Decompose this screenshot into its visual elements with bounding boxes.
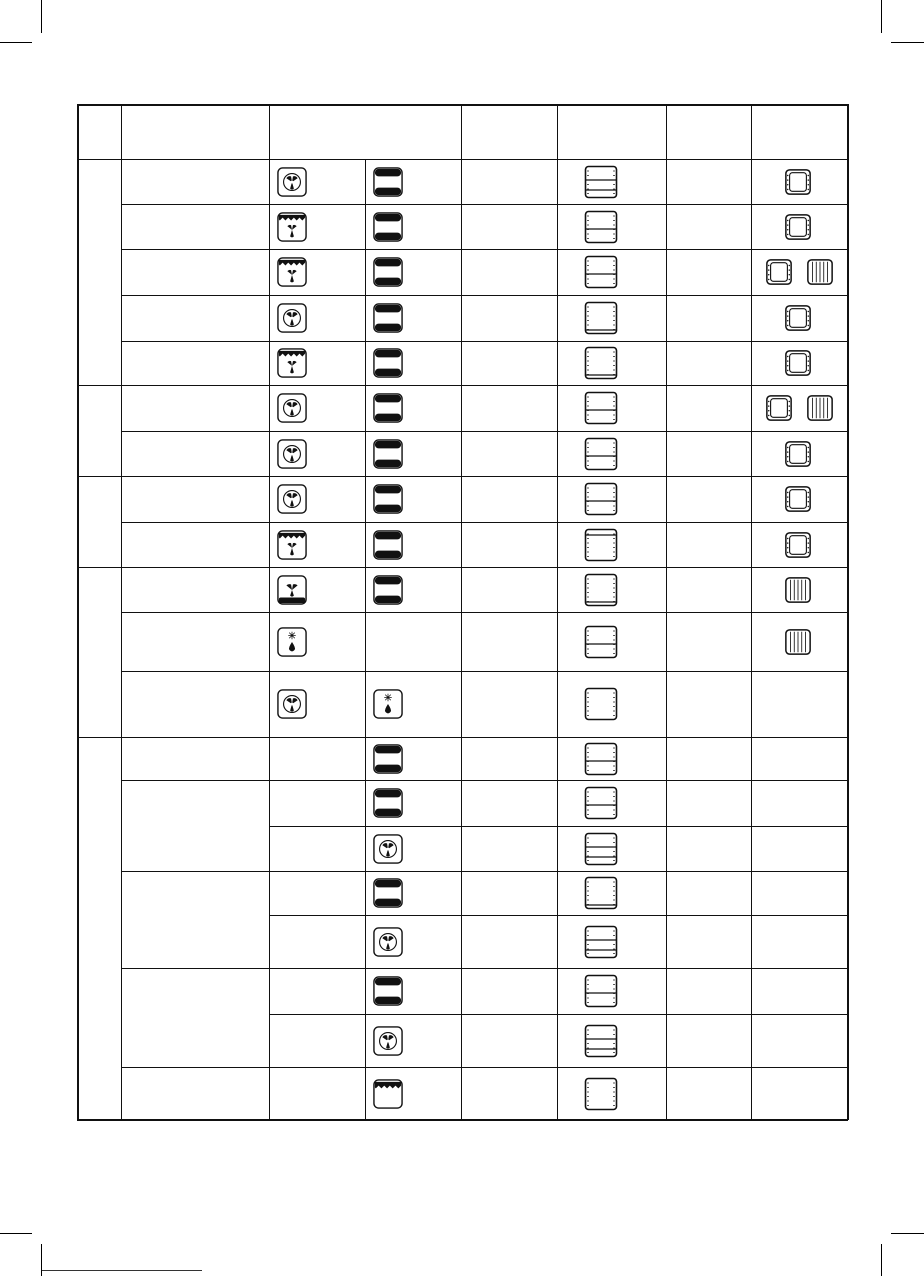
fan-icon [277, 484, 307, 514]
shelf-position-icon [584, 832, 618, 866]
baking-tray-icon [784, 213, 812, 241]
shelf-position-icon [584, 876, 618, 910]
row-separator [121, 871, 848, 872]
fan-icon [373, 834, 403, 864]
top-grill-icon [373, 1079, 403, 1109]
shelf-position-icon [584, 573, 618, 607]
baking-tray-icon [765, 394, 793, 422]
top-bottom-heat-icon [373, 878, 403, 908]
row-separator [121, 968, 848, 969]
fan-icon [277, 393, 307, 423]
baking-tray-icon [784, 349, 812, 377]
fan-icon [277, 439, 307, 469]
shelf-position-icon [584, 165, 618, 199]
shelf-position-icon [584, 482, 618, 516]
group-separator [77, 567, 848, 568]
wire-rack-icon [806, 258, 834, 286]
baking-tray-icon [784, 304, 812, 332]
grill-fan-icon [277, 530, 307, 560]
defrost-icon [277, 627, 307, 657]
top-bottom-heat-icon [373, 212, 403, 242]
top-bottom-heat-icon [373, 439, 403, 469]
shelf-position-icon [584, 346, 618, 380]
shelf-position-icon [584, 1024, 618, 1058]
row-separator [121, 780, 848, 781]
wire-rack-icon [806, 394, 834, 422]
top-bottom-heat-icon [373, 393, 403, 423]
top-bottom-heat-icon [373, 575, 403, 605]
bottom-fan-icon [277, 575, 307, 605]
top-bottom-heat-icon [373, 303, 403, 333]
top-bottom-heat-icon [373, 484, 403, 514]
shelf-position-icon [584, 786, 618, 820]
fan-icon [277, 689, 307, 719]
row-separator [121, 612, 848, 613]
shelf-position-icon [584, 625, 618, 659]
top-bottom-heat-icon [373, 744, 403, 774]
row-separator [121, 522, 848, 523]
fan-icon [373, 927, 403, 957]
grill-fan-icon [277, 348, 307, 378]
top-bottom-heat-icon [373, 167, 403, 197]
baking-tray-icon [784, 485, 812, 513]
baking-tray-icon [784, 440, 812, 468]
fan-icon [277, 303, 307, 333]
row-separator [269, 1014, 848, 1015]
shelf-position-icon [584, 391, 618, 425]
grill-fan-icon [277, 257, 307, 287]
top-bottom-heat-icon [373, 788, 403, 818]
baking-tray-icon [784, 168, 812, 196]
row-separator [269, 915, 848, 916]
baking-tray-icon [784, 531, 812, 559]
top-bottom-heat-icon [373, 348, 403, 378]
group-separator [77, 385, 848, 386]
row-separator [121, 671, 848, 672]
row-separator [121, 249, 848, 250]
shelf-position-icon [584, 1077, 618, 1111]
wire-rack-icon [784, 576, 812, 604]
table-border-top [77, 104, 848, 106]
function-subcolumn-divider [365, 159, 366, 1120]
top-bottom-heat-icon [373, 530, 403, 560]
table-border-left [77, 104, 79, 1120]
defrost-icon [373, 689, 403, 719]
shelf-position-icon [584, 974, 618, 1008]
shelf-position-icon [584, 687, 618, 721]
shelf-position-icon [584, 437, 618, 471]
baking-tray-icon [765, 258, 793, 286]
row-separator [121, 1067, 848, 1068]
row-separator [121, 204, 848, 205]
wire-rack-icon [784, 628, 812, 656]
shelf-position-icon [584, 255, 618, 289]
top-bottom-heat-icon [373, 257, 403, 287]
shelf-position-icon [584, 528, 618, 562]
row-separator [121, 431, 848, 432]
shelf-position-icon [584, 925, 618, 959]
shelf-position-icon [584, 742, 618, 776]
row-separator [269, 826, 848, 827]
group-separator [77, 476, 848, 477]
top-bottom-heat-icon [373, 976, 403, 1006]
table-border-bottom [77, 1119, 848, 1121]
header-separator [77, 159, 848, 160]
grill-fan-icon [277, 212, 307, 242]
fan-icon [373, 1026, 403, 1056]
row-separator [121, 295, 848, 296]
shelf-position-icon [584, 210, 618, 244]
fan-icon [277, 167, 307, 197]
group-separator [77, 737, 848, 738]
shelf-position-icon [584, 301, 618, 335]
row-separator [121, 341, 848, 342]
